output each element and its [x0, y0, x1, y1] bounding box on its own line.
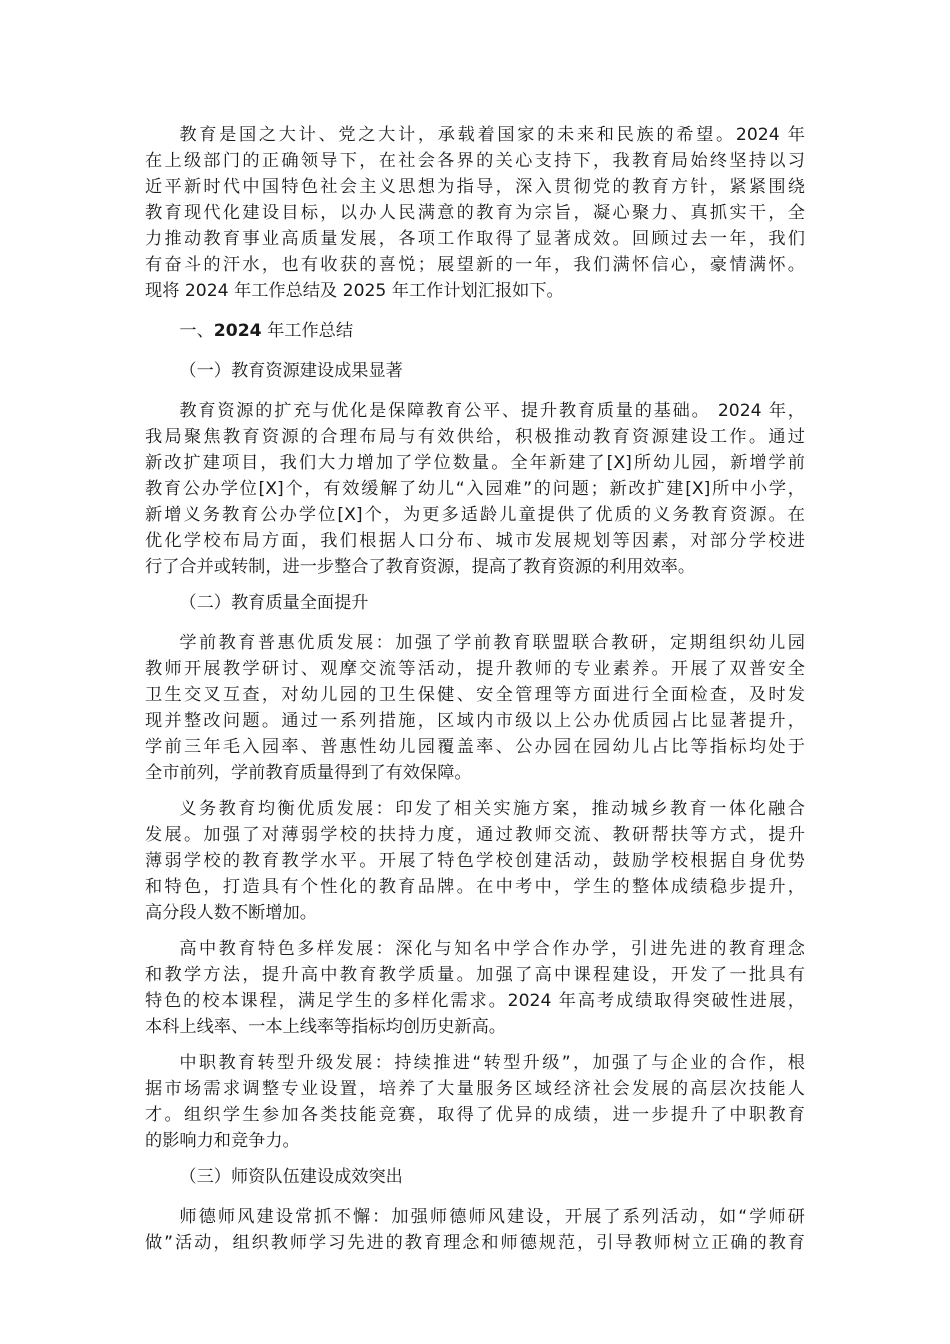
- text-line: 做”活动，组织教师学习先进的教育理念和师德规范，引导教师树立正确的教育: [145, 1233, 805, 1253]
- text-line: 现并整改问题。通过一系列措施，区域内市级以上公办优质园占比显著提升，: [145, 711, 805, 731]
- text-line: 新改扩建项目，我们大力增加了学位数量。全年新建了[X]所幼儿园，新增学前: [145, 453, 805, 473]
- subsection-heading-2: （二）教育质量全面提升: [179, 593, 369, 613]
- text-line: 有奋斗的汗水，也有收获的喜悦；展望新的一年，我们满怀信心，豪情满怀。: [145, 255, 805, 275]
- section-heading-1: [145, 318, 805, 344]
- teacher-ethics-paragraph: [145, 1204, 805, 1256]
- text-line: 师德师风建设常抓不懈：加强师德师风建设，开展了系列活动，如“学师研: [179, 1207, 805, 1227]
- subsection-heading-3: （三）师资队伍建设成效突出: [179, 1167, 403, 1187]
- section-heading-prefix: 一、: [179, 321, 214, 341]
- text-line: 优化学校布局方面，我们根据人口分布、城市发展规划等因素，对部分学校进: [145, 531, 805, 551]
- text-line: 学前教育普惠优质发展：加强了学前教育联盟联合教研，定期组织幼儿园: [179, 633, 805, 653]
- text-line: 教育公办学位[X]个，有效缓解了幼儿“入园难”的问题；新改扩建[X]所中小学，: [145, 479, 805, 499]
- intro-paragraph: [145, 122, 805, 304]
- compulsory-education-paragraph: [145, 796, 805, 926]
- text-line: 学前三年毛入园率、普惠性幼儿园覆盖率、公办园在园幼儿占比等指标均处于: [145, 737, 805, 757]
- text-line: 卫生交叉互查，对幼儿园的卫生保健、安全管理等方面进行全面检查，及时发: [145, 685, 805, 705]
- section-heading-suffix: 年工作总结: [261, 321, 354, 341]
- text-line: 教育资源的扩充与优化是保障教育公平、提升教育质量的基础。 2024 年，: [179, 401, 805, 421]
- high-school-paragraph: [145, 936, 805, 1040]
- text-line: 高中教育特色多样发展：深化与知名中学合作办学，引进先进的教育理念: [179, 939, 805, 959]
- text-line: 的影响力和竞争力。: [145, 1131, 300, 1151]
- document-page: [145, 122, 805, 1256]
- text-line: 本科上线率、一本上线率等指标均创历史新高。: [145, 1017, 506, 1037]
- text-line: 和特色，打造具有个性化的教育品牌。在中考中，学生的整体成绩稳步提升，: [145, 877, 805, 897]
- text-line: 教育是国之大计、党之大计，承载着国家的未来和民族的希望。2024 年: [179, 125, 805, 145]
- text-line: 力推动教育事业高质量发展，各项工作取得了显著成效。回顾过去一年，我们: [145, 229, 805, 249]
- text-line: 义务教育均衡优质发展：印发了相关实施方案，推动城乡教育一体化融合: [179, 799, 805, 819]
- text-line: 近平新时代中国特色社会主义思想为指导，深入贯彻党的教育方针，紧紧围绕: [145, 177, 805, 197]
- text-line: 在上级部门的正确领导下，在社会各界的关心支持下，我教育局始终坚持以习: [145, 151, 805, 171]
- text-line: 薄弱学校的教育教学水平。开展了特色学校创建活动，鼓励学校根据自身优势: [145, 851, 805, 871]
- text-line: 发展。加强了对薄弱学校的扶持力度，通过教师交流、教研帮扶等方式，提升: [145, 825, 805, 845]
- text-line: 现将 2024 年工作总结及 2025 年工作计划汇报如下。: [145, 281, 564, 301]
- text-line: 教师开展教学研讨、观摩交流等活动，提升教师的专业素养。开展了双普安全: [145, 659, 805, 679]
- text-line: 全市前列，学前教育质量得到了有效保障。: [145, 763, 472, 783]
- text-line: 高分段人数不断增加。: [145, 903, 317, 923]
- section-heading-year: 2024: [213, 321, 262, 341]
- text-line: 中职教育转型升级发展：持续推进“转型升级”，加强了与企业的合作，根: [179, 1053, 805, 1073]
- text-line: 教育现代化建设目标，以办人民满意的教育为宗旨，凝心聚力、真抓实干，全: [145, 203, 805, 223]
- subsection-heading-1: （一）教育资源建设成果显著: [179, 361, 403, 381]
- text-line: 行了合并或转制，进一步整合了教育资源，提高了教育资源的利用效率。: [145, 557, 696, 577]
- text-line: 我局聚焦教育资源的合理布局与有效供给，积极推动教育资源建设工作。通过: [145, 427, 805, 447]
- text-line: 和教学方法，提升高中教育教学质量。加强了高中课程建设，开发了一批具有: [145, 965, 805, 985]
- preschool-paragraph: [145, 630, 805, 786]
- text-line: 特色的校本课程，满足学生的多样化需求。2024 年高考成绩取得突破性进展，: [145, 991, 805, 1011]
- text-line: 才。组织学生参加各类技能竞赛，取得了优异的成绩，进一步提升了中职教育: [145, 1105, 805, 1125]
- text-line: 新增义务教育公办学位[X]个，为更多适龄儿童提供了优质的义务教育资源。在: [145, 505, 805, 525]
- text-line: 据市场需求调整专业设置，培养了大量服务区域经济社会发展的高层次技能人: [145, 1079, 805, 1099]
- resources-paragraph: [145, 398, 805, 580]
- vocational-paragraph: [145, 1050, 805, 1154]
